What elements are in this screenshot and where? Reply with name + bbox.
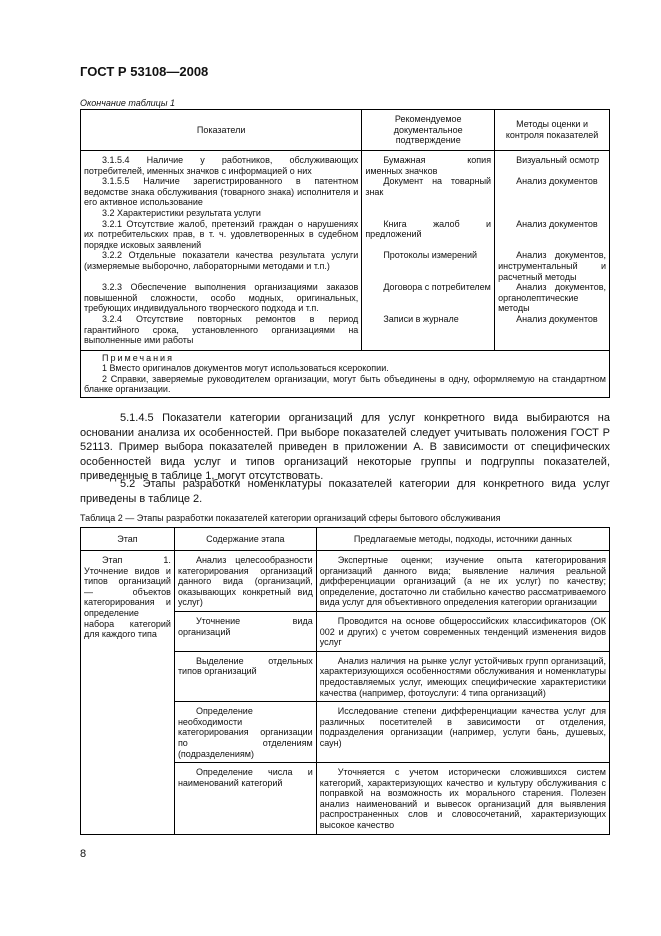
table-cell: Бумажная копия именных значков	[362, 151, 495, 177]
table-cell	[362, 208, 495, 219]
table-cell: Договора с потребителем	[362, 282, 495, 314]
table-cell: Определение необходимости категорирования организации по отделениям (подразделениям)	[174, 702, 316, 763]
table-cell: Протоколы измерений	[362, 250, 495, 282]
table1-col-documents: Рекомендуемое документальное подтверждение	[362, 110, 495, 151]
table-cell: 3.1.5.4 Наличие у работников, обслуживающих потребителей, именных значков с информацией о них	[81, 151, 362, 177]
table-cell: 3.2.3 Обеспечение выполнения организациями заказов повышенной сложности, особо модных, оригинальных, требующих индивидуального творческого подхода и т.п.	[81, 282, 362, 314]
table-cell: Выделение отдельных типов организаций	[174, 651, 316, 701]
table-cell: Анализ документов	[495, 176, 610, 208]
table-row	[81, 282, 610, 314]
notes-title: Примечания	[102, 352, 174, 363]
table-cell: 3.1.5.5 Наличие зарегистрированного в патентном ведомстве знака обслуживания (товарного знака) исполнителя и его активное использование	[81, 176, 362, 208]
note-item: 1 Вместо оригиналов документов могут использоваться ксерокопии.	[102, 363, 389, 374]
table-cell: Определение числа и наименований категорий	[174, 763, 316, 835]
table-cell: Анализ документов, органолептические методы	[495, 282, 610, 314]
table-cell: 3.2 Характеристики результата услуги	[81, 208, 362, 219]
document-header: ГОСТ Р 53108—2008	[80, 64, 209, 79]
table-cell: Анализ целесообразности категорирования организаций данного вида (организаций, оказывающих конкретный вид услуг)	[174, 551, 316, 612]
table-cell: Экспертные оценки; изучение опыта категорирования организаций данного вида; выявление наличия реальной дифференциации организаций (а не их услуг) по качеству; определение, достаточно ли стабильно качество рассматриваемого вида услуг для объективного определения категории организации	[316, 551, 609, 612]
table1-col-methods: Методы оценки и контроля показателей	[495, 110, 610, 151]
table-row	[81, 314, 610, 350]
table-row	[81, 219, 610, 251]
table2-col-methods: Предлагаемые методы, подходы, источники данных	[316, 528, 609, 551]
page-number: 8	[80, 848, 87, 860]
table1	[80, 109, 610, 398]
table-cell: Записи в журнале	[362, 314, 495, 350]
note-item: 2 Справки, заверяемые руководителем организации, могут быть объединены в одну, оформляемую на стандартном бланке организации.	[84, 373, 606, 395]
table1-notes	[81, 350, 610, 397]
table-cell: 3.2.4 Отсутствие повторных ремонтов в период гарантийного срока, установленного организациями на выполненные ими работы	[81, 314, 362, 350]
table-cell: Визуальный осмотр	[495, 151, 610, 177]
table-cell: Анализ документов, инструментальный и расчетный методы	[495, 250, 610, 282]
table1-header-row	[81, 110, 610, 151]
table2-col-stage: Этап	[81, 528, 175, 551]
table2-stage-cell: Этап 1. Уточнение видов и типов организаций — объектов категорирования и определение набора категорий для каждого типа	[81, 551, 175, 835]
table-cell: Проводится на основе общероссийских классификаторов (ОК 002 и других) с учетом современных тенденций изменения видов услуг	[316, 611, 609, 651]
table-cell: Документ на товарный знак	[362, 176, 495, 208]
table2-header-row	[81, 528, 610, 551]
table1-caption: Окончание таблицы 1	[80, 98, 175, 108]
table-row	[81, 208, 610, 219]
table-cell: 3.2.2 Отдельные показатели качества результата услуги (измеряемые выборочно, лабораторными методами и т.п.)	[81, 250, 362, 282]
table2-col-content: Содержание этапа	[174, 528, 316, 551]
table-cell: Анализ наличия на рынке услуг устойчивых групп организаций, характеризующихся особенностями обслуживания и номенклатуры предоставляемых услуг, имеющих специфические характеристики качества (например, фотоуслуги: 4 типа организаций)	[316, 651, 609, 701]
table-cell: 3.2.1 Отсутствие жалоб, претензий граждан о нарушениях их потребительских прав, в т. ч. удовлетворенных в судебном порядке исковых заявлений	[81, 219, 362, 251]
table-cell: Анализ документов	[495, 219, 610, 251]
table2-caption: Таблица 2 — Этапы разработки показателей категории организаций сферы бытового обслуживания	[80, 513, 501, 523]
table-row	[81, 176, 610, 208]
table-cell: Уточняется с учетом исторически сложившихся систем категорий, характеризующих качество и культуру обслуживания с поправкой на возможность их морального старения. Полезен анализ наименований и вывесок организаций для выявления распространенных слов и словосочетаний, характеризующих высокое качество	[316, 763, 609, 835]
table1-col-indicators: Показатели	[81, 110, 362, 151]
table-row	[81, 551, 610, 612]
table-cell: Исследование степени дифференциации качества услуг для различных посетителей в зависимости от отделения, подразделения организации (например, услуги бань, душевых, саун)	[316, 702, 609, 763]
table-cell: Анализ документов	[495, 314, 610, 350]
table1-notes-row	[81, 350, 610, 397]
table-cell: Книга жалоб и предложений	[362, 219, 495, 251]
table-cell: Уточнение вида организаций	[174, 611, 316, 651]
paragraph-5-2: 5.2 Этапы разработки номенклатуры показателей категории для конкретного вида услуг приведены в таблице 2.	[80, 478, 610, 505]
table-row	[81, 151, 610, 177]
table-cell	[495, 208, 610, 219]
table2	[80, 527, 610, 835]
paragraph-5-1-4-5: 5.1.4.5 Показатели категории организаций для услуг конкретного вида выбираются на основании анализа их особенностей. При выборе показателей следует учитывать положения ГОСТ Р 52113. Пример выбора показателей приведен в приложении А. В зависимости от специфических особенностей вида услуг и типов организаций некоторые группы и подгруппы показателей, приведенные в таблице 1, могут отсутствовать.	[80, 412, 610, 482]
table-row	[81, 250, 610, 282]
